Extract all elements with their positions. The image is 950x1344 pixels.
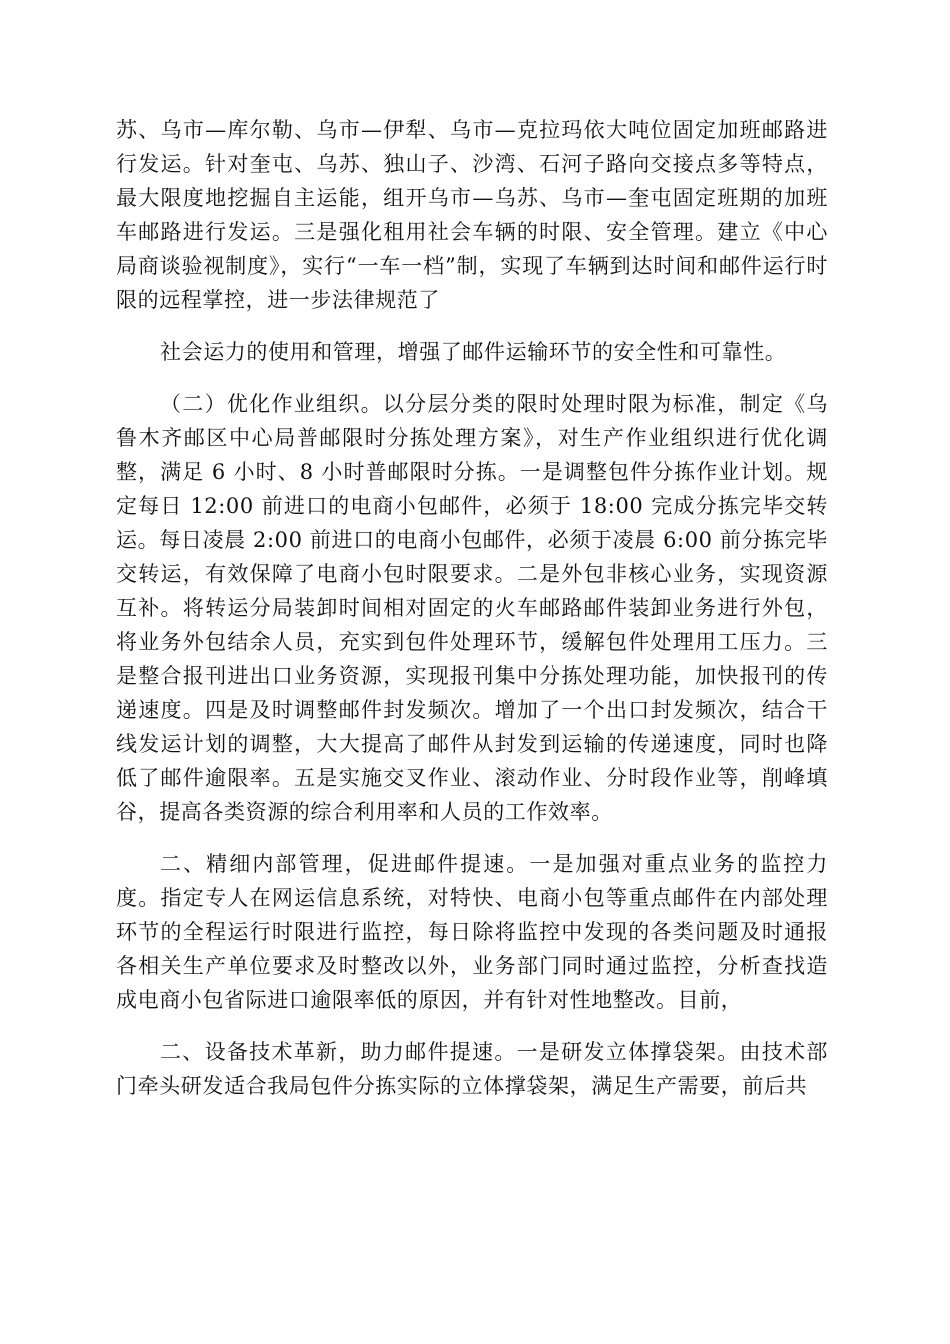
paragraph-internal-management: 二、精细内部管理，促进邮件提速。一是加强对重点业务的监控力度。指定专人在网运信息系统，对特快、电商小包等重点邮件在内部处理环节的全程运行时限进行监控，每日除将监控中发现的各类问题及时通报各相关生产单位要求及时整改以外，业务部门同时通过监控，分析查找造成电商小包省际进口逾限率低的原因，并有针对性地整改。目前，: [116, 852, 828, 1012]
paragraph-equipment-innovation: 二、设备技术革新，助力邮件提速。一是研发立体撑袋架。由技术部门牵头研发适合我局包件分拣实际的立体撑袋架，满足生产需要，前后共: [116, 1040, 828, 1098]
paragraph-optimize-operations: （二）优化作业组织。以分层分类的限时处理时限为标准，制定《乌鲁木齐邮区中心局普邮限时分拣处理方案》，对生产作业组织进行优化调整，满足 6 小时、8 小时普邮限时分拣。一是调整包件分拣作业计划。规定每日 12:00 前进口的电商小包邮件，必须于 18:00 完成分拣完毕交转运。每日凌晨 2:00 前进口的电商小包邮件，必须于凌晨 6:00 前分拣完毕交转运，有效保障了电商小包时限要求。二是外包非核心业务，实现资源互补。将转运分局装卸时间相对固定的火车邮路邮件装卸业务进行外包，将业务外包结余人员，充实到包件处理环节，缓解包件处理用工压力。三是整合报刊进出口业务资源，实现报刊集中分拣处理功能，加快报刊的传递速度。四是及时调整邮件封发频次。增加了一个出口封发频次，结合干线发运计划的调整，大大提高了邮件从封发到运输的传递速度，同时也降低了邮件逾限率。五是实施交叉作业、滚动作业、分时段作业等，削峰填谷，提高各类资源的综合利用率和人员的工作效率。: [116, 392, 828, 824]
document-page: [116, 113, 828, 1103]
paragraph-social-capacity: 社会运力的使用和管理，增强了邮件运输环节的安全性和可靠性。: [160, 340, 787, 364]
paragraph-transport-continued: 苏、乌市—库尔勒、乌市—伊犁、乌市—克拉玛依大吨位固定加班邮路进行发运。针对奎屯、乌苏、独山子、沙湾、石河子路向交接点多等特点，最大限度地挖掘自主运能，组开乌市—乌苏、乌市—奎屯固定班期的加班车邮路进行发运。三是强化租用社会车辆的时限、安全管理。建立《中心局商谈验视制度》，实行“一车一档”制，实现了车辆到达时间和邮件运行时限的远程掌控，进一步法律规范了: [116, 118, 828, 312]
